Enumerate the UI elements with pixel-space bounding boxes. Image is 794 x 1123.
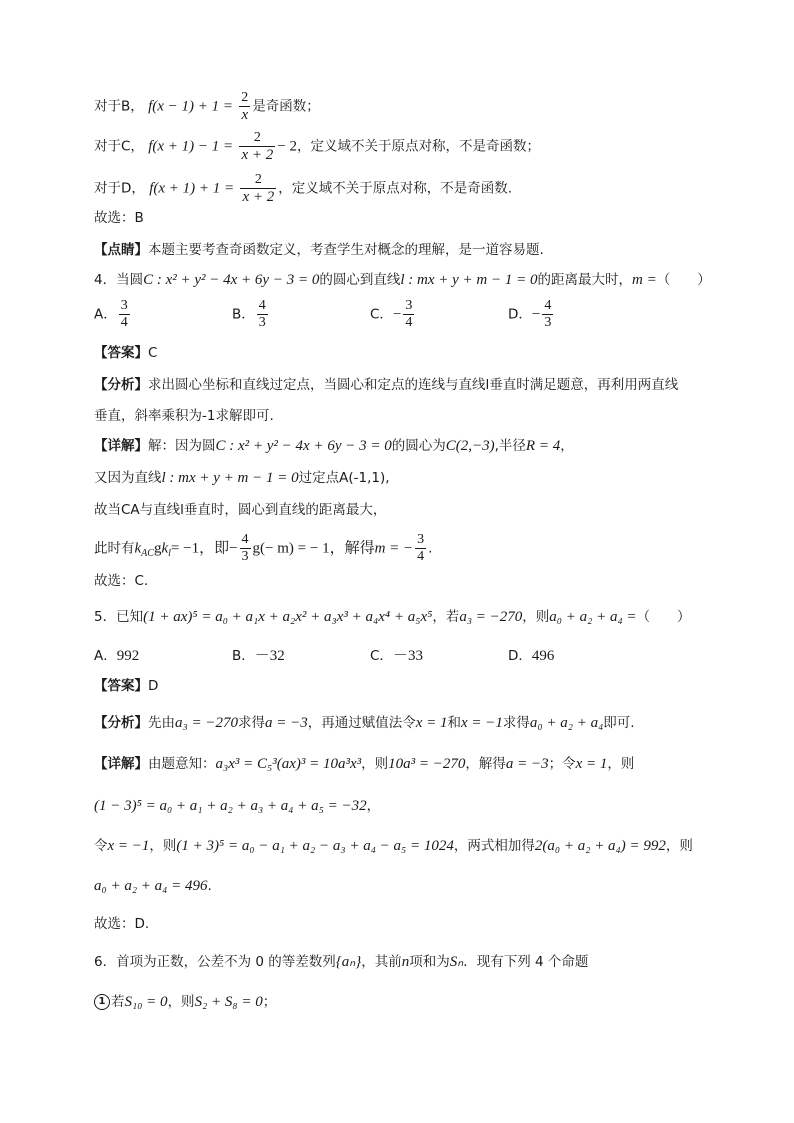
math: Sₙ [449,954,464,970]
text: ，则 [361,756,389,772]
q5-option-c [370,644,423,665]
math: C(2,−3) [445,438,495,454]
denominator: 3 [544,315,552,330]
text: 4．当圆 [94,272,144,288]
q4-option-d [508,298,555,331]
math: a = −3 [505,756,549,772]
option-label: B． [232,648,255,664]
text: 是奇函数； [252,98,320,115]
text: 5．已知 [94,609,144,625]
fraction [119,298,130,331]
option-value: 496 [531,648,555,664]
text: ，则 [522,609,550,625]
fraction [257,298,268,331]
q5-answer [94,676,734,696]
math: k [134,540,142,557]
math: (1 + ax)⁵ = a₀ + a₁x + a₂x² + a₃x³ + a₄x⁴ + a₅x⁵ [143,609,433,625]
text: ，若 [432,609,460,625]
math: a₃ = −270 [175,715,238,731]
dianjing-line [94,240,734,260]
numerator: 4 [258,298,266,313]
math: g(− m) = − 1，解得 [252,540,375,557]
text: . [207,878,212,894]
math: (1 + 3)⁵ = a₀ − a₁ + a₂ − a₃ + a₄ − a₅ = 1024 [176,838,454,854]
option-label: B． [232,306,255,323]
q4-option-b [232,298,270,331]
q6-item-1 [94,992,734,1012]
text: ，则 [149,838,177,854]
q5-option-a [94,644,139,665]
math: a₀ + a₂ + a₄ = 496 [94,878,208,894]
analysis-tag: 【分析】 [94,715,148,731]
text: ， [560,438,574,454]
q4-detail-4 [94,532,734,565]
text: ； [262,994,277,1010]
q5-detail-4 [94,876,734,896]
text: 先由 [148,715,175,731]
fraction [240,172,276,205]
numerator: 2 [240,172,276,189]
option-sign: − [392,306,402,323]
math: g [153,540,162,557]
option-value: 992 [116,648,140,664]
text: 的圆心为 [391,438,446,454]
text: ；令 [548,756,576,772]
text: （ ） [656,272,711,288]
text: ．现有下列 4 个命题 [463,954,589,970]
math: 10a³ = −270 [388,756,466,772]
option-c-analysis [94,130,734,163]
fraction [239,130,275,163]
subscript: AC [141,548,154,560]
text: ，定义域不关于原点对称，不是奇函数. [278,180,513,197]
fraction [239,90,250,123]
text: ， [366,798,381,814]
option-label: C． [370,648,393,664]
math: {aₙ} [335,954,362,970]
math: l : mx + y + m − 1 = 0 [161,470,299,486]
numerator: 3 [405,298,413,313]
option-label: C． [370,306,393,323]
numerator: 4 [544,298,552,313]
text: 若 [111,994,125,1010]
fraction [542,298,553,331]
text: 的圆心到直线 [319,272,401,288]
math: x = −1 [107,838,150,854]
q4-stem [94,270,734,290]
option-b-analysis [94,90,734,123]
denominator: 3 [241,549,249,564]
denominator: 4 [405,315,413,330]
option-value: －32 [254,648,285,664]
denominator: 4 [417,549,425,564]
q5-analysis [94,713,734,733]
answer-tag: 【答案】 [94,345,148,361]
text: 求得 [237,715,265,731]
text: 对于D， [94,180,145,197]
numerator: 3 [417,532,425,547]
option-value: －33 [392,648,423,664]
math: 2(a₀ + a₂ + a₄) = 992 [534,838,666,854]
option-label: D． [508,648,532,664]
math: − 2 [277,138,297,155]
text: 解：因为圆 [148,438,216,454]
text: 求得 [502,715,530,731]
option-d-analysis [94,172,734,205]
q5-options [94,644,734,666]
math: R = 4 [525,438,561,454]
text: 6．首项为正数，公差不为 0 的等差数列 [94,954,336,970]
q5-option-d [508,644,554,665]
math: a₃x³ = C₅³(ax)³ = 10a³x³ [215,756,362,772]
fraction [415,532,426,565]
option-label: D． [508,306,532,323]
denominator: 3 [258,315,266,330]
text: 的距离最大时， [537,272,632,288]
text: 又因为直线 [94,470,162,486]
q4-analysis-2: 垂直，斜率乘积为-1求解即可. [94,408,274,424]
text: ，解得 [465,756,506,772]
math: a₀ + a₂ + a₄ = [549,609,637,625]
detail-tag: 【详解】 [94,438,148,454]
answer-value: C [148,345,158,361]
answer-value: D [148,678,159,694]
text: 即可. [603,715,635,731]
q4-option-a [94,298,132,331]
math: x = 1 [415,715,448,731]
q4-analysis-1 [94,375,734,395]
denominator: 4 [120,315,128,330]
text: ，两式相加得 [453,838,535,854]
text: ，定义域不关于原点对称，不是奇函数； [296,138,540,155]
math: = −1，即− [170,540,238,557]
numerator: 2 [241,90,249,105]
text: ,半径 [494,438,526,454]
text: ，则 [167,994,195,1010]
math: a₀ + a₂ + a₄ [529,715,604,731]
option-label: A． [94,648,117,664]
math: m = − [374,540,414,557]
dianjing-text: 本题主要考查奇函数定义，考查学生对概念的理解，是一道容易题. [148,242,544,258]
answer-tag: 【答案】 [94,678,148,694]
text: 此时有 [94,540,135,557]
text: ，则 [607,756,635,772]
math: f(x − 1) + 1 = [148,98,233,115]
text: 令 [94,838,108,854]
option-sign: − [531,306,541,323]
math: S₁₀ = 0 [124,994,168,1010]
q4-options [94,298,734,338]
q5-option-b [232,644,285,665]
answer-line: 故选：B [94,210,144,226]
math: C : x² + y² − 4x + 6y − 3 = 0 [215,438,392,454]
fraction [403,298,414,331]
text: 对于B， [94,98,144,115]
math: a₃ = −270 [459,609,523,625]
option-label: A． [94,306,117,323]
denominator: x [241,107,249,123]
q5-detail-1 [94,754,734,774]
math: x = −1 [461,715,503,731]
math: f(x + 1) − 1 = [148,138,234,155]
text: 过定点A(-1,1), [298,470,390,486]
q5-end: 故选：D. [94,916,150,932]
numerator: 3 [120,298,128,313]
math: C : x² + y² − 4x + 6y − 3 = 0 [143,272,320,288]
analysis-tag: 【分析】 [94,377,148,393]
q4-answer [94,343,734,363]
fraction [240,532,251,565]
circled-number: 1 [94,994,110,1010]
text: 由题意知： [148,756,216,772]
text: ，则 [665,838,693,854]
math: x = 1 [575,756,608,772]
q6-stem [94,952,734,972]
denominator: x + 2 [241,147,274,163]
text: （ ） [636,609,691,625]
q5-detail-2 [94,796,734,816]
numerator: 2 [239,130,275,147]
text: ，再通过赋值法令 [307,715,416,731]
math: f(x + 1) + 1 = [149,180,235,197]
analysis-text: 求出圆心坐标和直线过定点，当圆心和定点的连线与直线l垂直时满足题意，再利用两直线 [148,377,679,393]
text: 项和为 [409,954,450,970]
numerator: 4 [241,532,249,547]
math: (1 − 3)⁵ = a₀ + a₁ + a₂ + a₃ + a₄ + a₅ = −32 [94,798,367,814]
q4-detail-3: 故当CA与直线l垂直时，圆心到直线的距离最大， [94,502,387,518]
text: ，其前 [361,954,402,970]
math: S₂ + S₈ = 0 [194,994,263,1010]
math: k [161,540,169,557]
math: a = −3 [264,715,308,731]
denominator: x + 2 [242,189,275,205]
math: m = [631,272,657,288]
math: l : mx + y + m − 1 = 0 [400,272,538,288]
text: 和 [447,715,461,731]
math: n [401,954,410,970]
q5-detail-3 [94,836,734,856]
q4-detail-2 [94,468,734,488]
q5-stem [94,607,734,627]
q4-end: 故选：C. [94,573,149,589]
text: . [428,540,433,557]
dianjing-tag: 【点睛】 [94,242,148,258]
subscript: l [168,548,171,560]
q4-detail-1 [94,436,734,456]
q4-option-c [370,298,416,331]
detail-tag: 【详解】 [94,756,148,772]
text: 对于C， [94,138,144,155]
